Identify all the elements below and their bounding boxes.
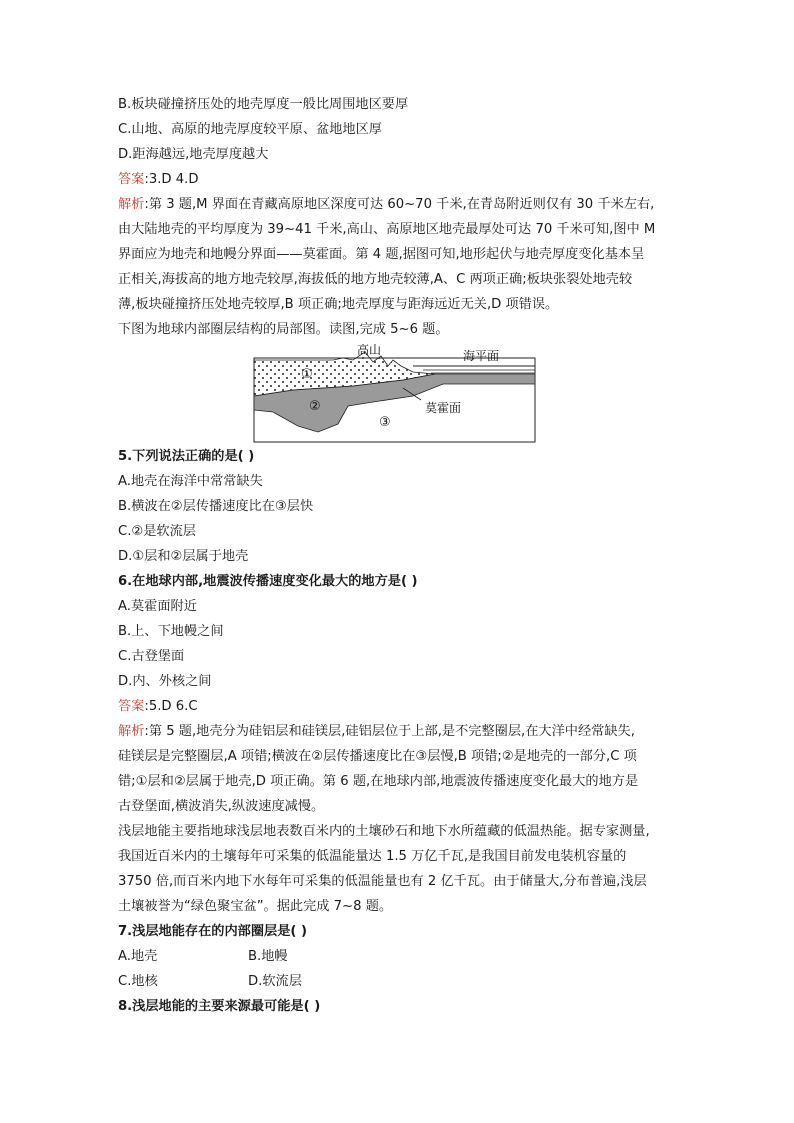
q6-option-d: D.内、外核之间 <box>118 674 212 689</box>
label-layer-1: ① <box>301 367 313 382</box>
answer-text: :5.D 6.C <box>144 699 198 714</box>
earth-layers-diagram <box>253 344 538 444</box>
q6-stem: 6.在地球内部,地震波传播速度变化最大的地方是( ) <box>118 574 418 589</box>
q4-option-b: B.板块碰撞挤压处的地壳厚度一般比周围地区要厚 <box>118 97 409 112</box>
answer-5-6 <box>118 694 678 719</box>
q7-option-d: D.软流层 <box>248 974 302 989</box>
analysis-5-6-line-4: 古登堡面,横波消失,纵波速度减慢。 <box>118 799 325 814</box>
answer-text: :3.D 4.D <box>144 172 199 187</box>
q8-stem: 8.浅层地能的主要来源最可能是( ) <box>118 999 321 1014</box>
analysis-3-4-line-3: 界面应为地壳和地幔分界面——莫霍面。第 4 题,据图可知,地形起伏与地壳厚度变化基本呈 <box>118 247 645 262</box>
q6-option-a: A.莫霍面附近 <box>118 599 197 614</box>
answer-label: 答案 <box>118 699 145 714</box>
analysis-5-6-line-1: 解析:第 5 题,地壳分为硅铝层和硅镁层,硅铝层位于上部,是不完整圈层,在大洋中经常缺失, <box>118 724 635 739</box>
label-layer-2: ② <box>309 399 321 414</box>
document-page <box>118 92 678 1019</box>
label-layer-3: ③ <box>379 415 391 430</box>
intro-5-6: 下图为地球内部圈层结构的局部图。读图,完成 5~6 题。 <box>118 322 449 337</box>
q7-option-b: B.地幔 <box>248 949 288 964</box>
analysis-label: 解析 <box>118 724 145 739</box>
q7-options-row-1 <box>118 944 678 969</box>
q4-option-c: C.山地、高原的地壳厚度较平原、盆地地区厚 <box>118 122 382 137</box>
answer-3-4 <box>118 167 678 192</box>
label-mountain: 高山 <box>357 344 382 357</box>
material-7-8-line-2: 我国近百米内的土壤每年可采集的低温能量达 1.5 万亿千瓦,是我国目前发电装机容量的 <box>118 849 627 864</box>
q5-stem: 5.下列说法正确的是( ) <box>118 449 255 464</box>
analysis-3-4-line-2: 由大陆地壳的平均厚度为 39~41 千米,高山、高原地区地壳最厚处可达 70 千米可知,图中 M <box>118 222 656 237</box>
material-7-8-line-3: 3750 倍,而百米内地下水每年可采集的低温能量也有 2 亿千瓦。由于储量大,分布普遍,浅层 <box>118 874 647 889</box>
earth-layers-figure <box>118 344 678 444</box>
analysis-5-6-line-2: 硅镁层是完整圈层,A 项错;横波在②层传播速度比在③层慢,B 项错;②是地壳的一部分,C 项 <box>118 749 637 764</box>
q4-option-d: D.距海越远,地壳厚度越大 <box>118 147 269 162</box>
analysis-label: 解析 <box>118 197 145 212</box>
q6-option-c: C.古登堡面 <box>118 649 185 664</box>
q5-option-c: C.②是软流层 <box>118 524 196 539</box>
analysis-5-6-line-3: 错;①层和②层属于地壳,D 项正确。第 6 题,在地球内部,地震波传播速度变化最大的地方是 <box>118 774 639 789</box>
label-sea-level: 海平面 <box>463 349 500 363</box>
label-moho: 莫霍面 <box>425 401 462 415</box>
q7-options-row-2 <box>118 969 678 994</box>
analysis-3-4-line-1: 解析:第 3 题,M 界面在青藏高原地区深度可达 60~70 千米,在青岛附近则仅有 30 千米左右, <box>118 197 655 212</box>
q6-option-b: B.上、下地幔之间 <box>118 624 224 639</box>
analysis-3-4-line-5: 薄,板块碰撞挤压处地壳较厚,B 项正确;地壳厚度与距海远近无关,D 项错误。 <box>118 297 559 312</box>
q7-option-c: C.地核 <box>118 974 158 989</box>
q5-option-a: A.地壳在海洋中常常缺失 <box>118 474 263 489</box>
material-7-8-line-4: 土壤被誉为“绿色聚宝盆”。据此完成 7~8 题。 <box>118 899 393 914</box>
answer-label: 答案 <box>118 172 145 187</box>
analysis-3-4-line-4: 正相关,海拔高的地方地壳较厚,海拔低的地方地壳较薄,A、C 两项正确;板块张裂处地壳较 <box>118 272 633 287</box>
q7-option-a: A.地壳 <box>118 949 158 964</box>
material-7-8-line-1: 浅层地能主要指地球浅层地表数百米内的土壤砂石和地下水所蕴藏的低温热能。据专家测量, <box>118 824 650 839</box>
q7-stem: 7.浅层地能存在的内部圈层是( ) <box>118 924 308 939</box>
q5-option-d: D.①层和②层属于地壳 <box>118 549 249 564</box>
q5-option-b: B.横波在②层传播速度比在③层快 <box>118 499 314 514</box>
